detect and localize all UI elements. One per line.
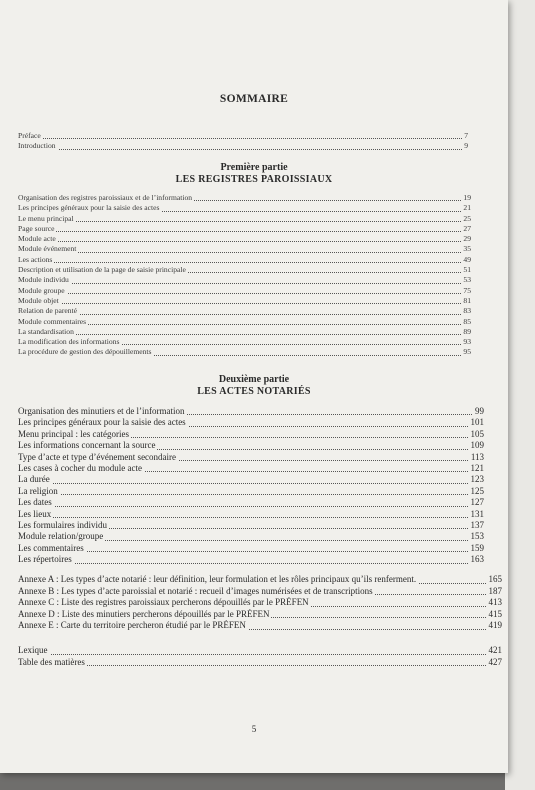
part1-entry-page: 35 xyxy=(463,244,471,254)
part2-entry-label: Les cases à cocher du module acte xyxy=(18,463,142,474)
leader-dots xyxy=(18,494,484,495)
part2-entry-page: 105 xyxy=(470,428,484,439)
part1-entry-page: 95 xyxy=(463,347,471,357)
end-matter-entry-label: Table des matières xyxy=(18,656,85,667)
annex-entry-label: Annexe E : Carte du territoire percheron étudié par le PRÉFEN xyxy=(18,620,246,631)
part1-entry xyxy=(18,337,471,347)
leader-dots xyxy=(18,138,468,139)
part2-entry xyxy=(18,543,484,554)
leader-dots xyxy=(18,293,471,294)
part2-entry-label: Les répertoires xyxy=(18,554,72,565)
part1-entry xyxy=(18,224,471,234)
part2-entry xyxy=(18,554,484,565)
leader-dots xyxy=(18,551,484,552)
toc-part1 xyxy=(18,193,471,358)
end-matter-entry-page: 427 xyxy=(488,656,502,667)
annex-entry xyxy=(18,620,502,632)
leader-dots xyxy=(18,654,502,655)
part2-entry-page: 127 xyxy=(470,497,484,508)
part2-heading: Deuxième partie xyxy=(218,374,290,385)
part2-entry-label: Les dates xyxy=(18,497,52,508)
end-matter-entry xyxy=(18,645,502,657)
part1-entry-label: Organisation des registres paroissiaux et de l’information xyxy=(18,193,193,202)
part1-entry-label: La procédure de gestion des dépouillements xyxy=(18,347,152,357)
leader-dots xyxy=(18,262,471,263)
end-matter-entry-label: Lexique xyxy=(18,645,48,655)
part2-entry xyxy=(18,520,484,531)
part1-entry-label: Module événement xyxy=(18,244,77,254)
annex-entry xyxy=(18,597,502,609)
end-matter-entry xyxy=(18,657,502,669)
annex-entry-page: 413 xyxy=(488,597,502,608)
background-surface xyxy=(505,0,535,790)
toc-front-matter xyxy=(18,131,468,152)
part1-entry xyxy=(18,286,471,296)
front-matter-entry-page: 9 xyxy=(464,141,468,151)
part2-entry-label: Les lieux xyxy=(18,508,52,519)
part2-entry xyxy=(18,440,484,451)
front-matter-entry xyxy=(18,131,468,141)
toc-part2 xyxy=(18,406,484,566)
part1-entry xyxy=(18,275,471,285)
part2-entry-page: 163 xyxy=(470,554,484,565)
part1-entry xyxy=(18,327,471,337)
part2-entry xyxy=(18,474,484,485)
part1-entry-label: La modification des informations xyxy=(18,337,120,347)
front-matter-entry-label: Préface xyxy=(18,131,41,140)
part2-entry-label: Menu principal : les catégories xyxy=(18,428,129,439)
part2-entry-page: 153 xyxy=(470,531,484,542)
annex-entry-page: 415 xyxy=(488,608,502,619)
part2-entry-label: Les formulaires individu xyxy=(18,520,107,531)
front-matter-entry-page: 7 xyxy=(464,131,468,140)
part1-entry-page: 51 xyxy=(463,265,471,275)
part2-entry xyxy=(18,531,484,542)
part2-entry-label: Les informations concernant la source xyxy=(18,440,156,451)
front-matter-entry xyxy=(18,141,468,151)
part1-entry xyxy=(18,234,471,244)
annex-entry-label: Annexe D : Liste des minutiers percherons dépouillés par le PRÉFEN xyxy=(18,608,270,619)
part1-entry-label: Module commentaires xyxy=(18,316,87,326)
annex-entry-label: Annexe C : Liste des registres paroissiaux percherons dépouillés par le PRÉFEN xyxy=(18,597,309,608)
end-matter-entry-page: 421 xyxy=(488,645,502,655)
part2-entry xyxy=(18,497,484,508)
part2-entry-label: La durée xyxy=(18,474,50,485)
part1-entry xyxy=(18,193,471,203)
part2-entry xyxy=(18,429,484,440)
toc-annexes xyxy=(18,574,502,632)
part1-entry-label: Les actions xyxy=(18,254,53,264)
part2-entry-page: 99 xyxy=(475,406,484,416)
leader-dots xyxy=(18,283,471,284)
page-title: SOMMAIRE xyxy=(219,93,289,105)
leader-dots xyxy=(18,483,484,484)
part2-entry-label: Les commentaires xyxy=(18,542,84,553)
part1-entry xyxy=(18,244,471,254)
part1-entry-label: La standardisation xyxy=(18,326,74,336)
part1-entry-page: 27 xyxy=(463,223,471,233)
leader-dots xyxy=(18,231,471,232)
part2-entry-label: Organisation des minutiers et de l’information xyxy=(18,406,185,416)
part2-entry-page: 113 xyxy=(470,451,484,462)
part2-title: LES ACTES NOTARIÉS xyxy=(197,386,311,397)
part1-entry xyxy=(18,347,471,357)
leader-dots xyxy=(18,149,468,150)
part2-entry-page: 123 xyxy=(470,474,484,485)
part2-entry-label: Type d’acte et type d’événement secondaire xyxy=(18,451,177,462)
part2-entry xyxy=(18,463,484,474)
leader-dots xyxy=(18,241,471,242)
annex-entry-label: Annexe B : Les types d’acte paroissial et notarié : recueil d’images numérisées et de transcriptions xyxy=(18,585,373,596)
part1-entry-page: 75 xyxy=(463,285,471,295)
part1-entry-label: Les principes généraux pour la saisie des actes xyxy=(18,203,160,213)
part1-entry-page: 81 xyxy=(463,295,471,305)
leader-dots xyxy=(18,314,471,315)
leader-dots xyxy=(18,517,484,518)
part1-entry-label: Relation de parenté xyxy=(18,306,78,316)
part1-entry-label: Description et utilisation de la page de saisie principale xyxy=(18,265,186,275)
annex-entry-page: 419 xyxy=(488,620,502,631)
part2-entry-page: 101 xyxy=(470,417,484,428)
annex-entry xyxy=(18,609,502,621)
part1-entry-label: Le menu principal xyxy=(18,213,74,223)
part2-entry-page: 109 xyxy=(470,440,484,451)
front-matter-entry-label: Introduction xyxy=(18,141,56,151)
page-number: 5 xyxy=(251,724,257,734)
part1-entry-page: 53 xyxy=(463,275,471,285)
annex-entry-page: 165 xyxy=(488,574,502,584)
part1-entry xyxy=(18,265,471,275)
part1-heading: Première partie xyxy=(220,162,288,173)
part2-entry-page: 121 xyxy=(470,463,484,474)
part2-entry-page: 131 xyxy=(470,508,484,519)
part1-entry-page: 85 xyxy=(463,316,471,326)
part2-entry xyxy=(18,406,484,417)
part2-entry-label: Les principes généraux pour la saisie des actes xyxy=(18,417,186,428)
part2-entry xyxy=(18,452,484,463)
part1-entry-page: 21 xyxy=(463,203,471,213)
leader-dots xyxy=(18,506,484,507)
part1-entry-page: 89 xyxy=(463,326,471,336)
part1-entry-page: 49 xyxy=(463,254,471,264)
part1-entry xyxy=(18,306,471,316)
leader-dots xyxy=(18,221,471,222)
annex-entry-label: Annexe A : Les types d’acte notarié : leur définition, leur formulation et les rôles principaux qu’ils renferment. xyxy=(18,574,417,584)
part2-entry xyxy=(18,417,484,428)
part1-entry-page: 93 xyxy=(463,337,471,347)
part2-entry-label: La religion xyxy=(18,485,58,496)
leader-dots xyxy=(18,334,471,335)
annex-entry xyxy=(18,574,502,586)
part1-entry-label: Page source xyxy=(18,223,55,233)
annex-entry-page: 187 xyxy=(488,585,502,596)
part2-entry-page: 159 xyxy=(470,542,484,553)
part1-entry-page: 83 xyxy=(463,306,471,316)
part2-entry xyxy=(18,486,484,497)
part1-entry-label: Module individu xyxy=(18,275,69,285)
part1-entry-label: Module groupe xyxy=(18,285,65,295)
part1-entry xyxy=(18,317,471,327)
part2-entry-page: 137 xyxy=(470,520,484,531)
part1-entry xyxy=(18,296,471,306)
leader-dots xyxy=(18,563,484,564)
part1-entry xyxy=(18,214,471,224)
leader-dots xyxy=(18,665,502,666)
part1-entry xyxy=(18,255,471,265)
part2-entry-label: Module relation/groupe xyxy=(18,531,104,542)
part1-entry-page: 29 xyxy=(463,234,471,244)
toc-end-matter xyxy=(18,645,502,668)
leader-dots xyxy=(18,303,471,304)
part1-entry-label: Module acte xyxy=(18,234,56,244)
part1-entry xyxy=(18,203,471,213)
part2-entry xyxy=(18,509,484,520)
part1-entry-page: 25 xyxy=(463,213,471,223)
annex-entry xyxy=(18,586,502,598)
part1-entry-page: 19 xyxy=(463,193,471,202)
part2-entry-page: 125 xyxy=(470,485,484,496)
part1-title: LES REGISTRES PAROISSIAUX xyxy=(175,174,333,185)
leader-dots xyxy=(18,252,471,253)
part1-entry-label: Module objet xyxy=(18,295,59,305)
